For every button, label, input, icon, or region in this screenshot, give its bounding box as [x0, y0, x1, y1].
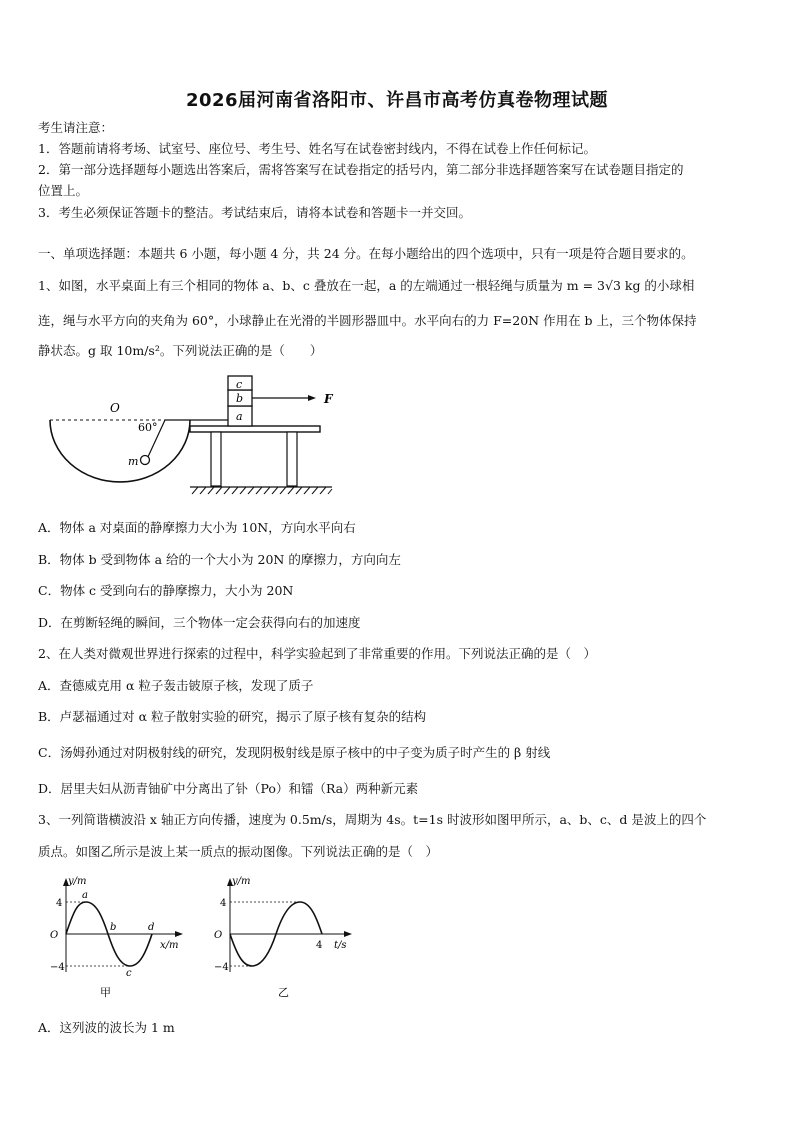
jia-origin: O: [50, 930, 59, 941]
label-o: O: [110, 401, 120, 415]
page-title: 2026届河南省洛阳市、许昌市高考仿真卷物理试题: [185, 90, 609, 111]
jia-point-b: b: [110, 922, 117, 933]
yi-ybottom: −4: [214, 962, 229, 973]
question-1-option: C．物体 c 受到向右的静摩擦力，大小为 20N: [38, 583, 294, 598]
label-angle: 60°: [138, 421, 158, 434]
question-1-option: B．物体 b 受到物体 a 给的一个大小为 20N 的摩擦力，方向向左: [38, 552, 401, 567]
yi-ytop: 4: [220, 898, 227, 909]
question-2-option: D．居里夫妇从沥青铀矿中分离出了钋（Po）和镭（Ra）两种新元素: [38, 781, 419, 796]
notice-item: 1．答题前请将考场、试室号、座位号、考生号、姓名写在试卷密封线内，不得在试卷上作任何标记。: [38, 141, 596, 156]
notice-item: 2．第一部分选择题每小题选出答案后，需将答案写在试卷指定的括号内，第二部分非选择题答案写在试卷题目指定的: [38, 162, 684, 177]
jia-caption: 甲: [100, 986, 111, 999]
question-1-stem: 连，绳与水平方向的夹角为 60°，小球静止在光滑的半圆形器皿中。水平向右的力 F=20N 作用在 b 上，三个物体保持: [38, 313, 697, 328]
question-1-figure: [40, 368, 350, 504]
label-f: F: [324, 392, 333, 406]
wave-graph-jia: [44, 872, 194, 1002]
vibration-graph-yi: [208, 872, 368, 1002]
yi-ylabel: y/m: [232, 876, 251, 887]
question-3-option: A．这列波的波长为 1 m: [38, 1020, 175, 1035]
question-3-stem: 3、一列简谐横波沿 x 轴正方向传播，速度为 0.5m/s，周期为 4s。t=1s 时波形如图甲所示，a、b、c、d 是波上的四个: [38, 812, 707, 827]
question-1-stem: 1、如图，水平桌面上有三个相同的物体 a、b、c 叠放在一起，a 的左端通过一根轻绳与质量为 m = 3√3 kg 的小球相: [38, 278, 695, 293]
jia-point-d: d: [148, 922, 155, 933]
question-3-stem: 质点。如图乙所示是波上某一质点的振动图像。下列说法正确的是（ ）: [38, 844, 439, 859]
jia-ybottom: −4: [50, 962, 65, 973]
yi-caption: 乙: [278, 986, 289, 999]
yi-xtick: 4: [316, 940, 323, 951]
jia-ytop: 4: [56, 898, 63, 909]
yi-origin: O: [214, 930, 223, 941]
jia-xlabel: x/m: [160, 940, 179, 951]
question-2-option: A．查德威克用 α 粒子轰击铍原子核，发现了质子: [38, 678, 314, 693]
label-m: m: [128, 455, 139, 468]
question-2-option: B．卢瑟福通过对 α 粒子散射实验的研究，揭示了原子核有复杂的结构: [38, 709, 427, 724]
notice-item: 3．考生必须保证答题卡的整洁。考试结束后，请将本试卷和答题卡一并交回。: [38, 205, 471, 220]
section-heading: 一、单项选择题：本题共 6 小题，每小题 4 分，共 24 分。在每小题给出的四个选项中，只有一项是符合题目要求的。: [38, 246, 694, 261]
label-a: a: [236, 410, 243, 423]
notice-heading: 考生请注意：: [38, 120, 114, 135]
question-1-option: A．物体 a 对桌面的静摩擦力大小为 10N，方向水平向右: [38, 520, 356, 535]
yi-xlabel: t/s: [334, 940, 347, 951]
question-1-stem: 静状态。g 取 10m/s²。下列说法正确的是（ ）: [38, 343, 323, 358]
label-b: b: [236, 392, 244, 405]
label-c: c: [236, 378, 243, 391]
jia-ylabel: y/m: [68, 876, 87, 887]
jia-point-a: a: [82, 890, 88, 901]
question-2-stem: 2、在人类对微观世界进行探索的过程中，科学实验起到了非常重要的作用。下列说法正确的是（ ）: [38, 646, 596, 661]
notice-item: 位置上。: [38, 183, 89, 198]
jia-point-c: c: [126, 968, 132, 979]
question-1-option: D．在剪断轻绳的瞬间，三个物体一定会获得向右的加速度: [38, 615, 361, 630]
question-2-option: C．汤姆孙通过对阴极射线的研究，发现阴极射线是原子核中的中子变为质子时产生的 β 射线: [38, 745, 551, 760]
